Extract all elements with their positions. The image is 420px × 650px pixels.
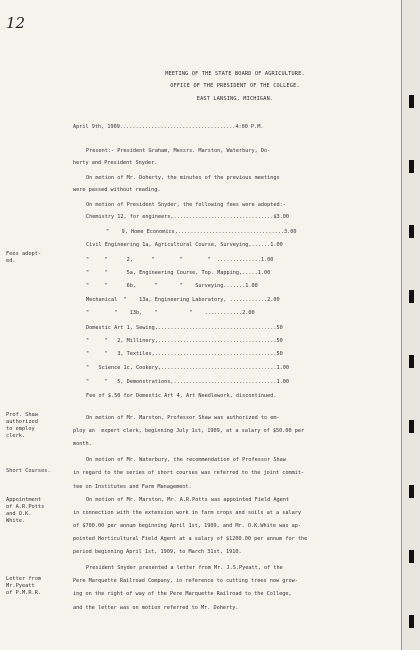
fee-line: " " 6b, " " Surveying.......1.00	[86, 283, 258, 289]
header-line-1: MEETING OF THE STATE BOARD OF AGRICULTURE.	[165, 71, 305, 77]
fee-line: " " 5, Demonstrations,.................................1.00	[86, 379, 290, 385]
fee-line: " " 5a, Engineering Course, Top. Mapping,.....1.00	[86, 270, 271, 276]
margin-note: Short Courses.	[6, 468, 51, 474]
body-line: tee on Institutes and Farm Management.	[73, 484, 192, 490]
body-line: period beginning April 1st, 1909, to March 31st, 1910.	[73, 549, 242, 555]
fee-line: " " 3, Textiles,.......................................50	[86, 351, 283, 357]
date-line: April 9th, 1909.....................................4:00 P.M.	[73, 124, 264, 130]
binder-tab	[409, 355, 414, 368]
body-line: pointed Horticultural Field Agent at a salary of $1200.00 per annum for the	[73, 536, 308, 542]
body-line: in connection with the extension work in farm crops and soils at a salary	[73, 510, 301, 516]
body-line: month.	[73, 441, 92, 447]
binder-tab	[409, 420, 414, 433]
body-line: On motion of Mr. Marston, Mr. A.R.Potts was appointed Field Agent	[86, 497, 290, 503]
margin-note: Letter from Mr.Pyeatt of P.M.R.R.	[6, 576, 42, 596]
binder-tab	[409, 550, 414, 563]
body-line: President Snyder presented a letter from Mr. J.S.Pyeatt, of the	[86, 565, 283, 571]
binder-tab	[409, 95, 414, 108]
fee-line: Mechanical " 13a, Engineering Laboratory, ............2.00	[86, 297, 280, 303]
binder-tab	[409, 485, 414, 498]
margin-note: Appointment of A.R.Potts and O.K. White.	[6, 497, 45, 524]
body-line: ploy an expert clerk, beginning July 1st, 1909, at a salary of $50.00 per	[73, 428, 305, 434]
binder-tab	[409, 160, 414, 173]
fee-line: " " 13b, " " ............2.00	[86, 310, 255, 316]
body-line: Fee of $.50 for Domestic Art 4, Art Needlework, discontinued.	[86, 393, 277, 399]
header-line-3: EAST LANSING, MICHIGAN.	[196, 96, 274, 102]
body-line: Present:- President Graham, Messrs. Marston, Waterbury, Do-	[86, 148, 271, 154]
body-line: and the letter was on motion referred to Mr. Doherty.	[73, 605, 239, 611]
body-line: On motion of Mr. Marston, Professor Shaw was authorized to em-	[86, 415, 280, 421]
fee-line: Chemistry 12, for engineers,................................$3.00	[86, 214, 290, 220]
binder-tab	[409, 290, 414, 303]
body-line: of $700.00 per annum beginning April 1st, 1909, and Mr. O.K.White was ap-	[73, 523, 301, 529]
page-number: 12	[6, 14, 26, 32]
header-line-2: OFFICE OF THE PRESIDENT OF THE COLLEGE.	[170, 83, 300, 89]
fee-line: " " 2, " " " ..............1.00	[86, 257, 274, 263]
binder-edge	[401, 0, 420, 650]
fee-line: " " 2, Millinery,......................................50	[86, 338, 283, 344]
body-line: herty and President Snyder.	[73, 160, 158, 166]
fee-line: Civil Engineering 1a, Agricultural Course, Surveying,......1.00	[86, 242, 283, 248]
binder-tab	[409, 615, 414, 628]
body-line: in regard to the series of short courses was referred to the joint commit-	[73, 470, 305, 476]
margin-note: Prof. Shaw authorized to employ clerk.	[6, 412, 38, 439]
fee-line: Domestic Art 1, Sewing,......................................50	[86, 325, 283, 331]
body-line: On motion of President Snyder, the following fees were adopted:-	[86, 202, 286, 208]
body-line: were passed without reading.	[73, 187, 161, 193]
margin-note: Fees adopt- ed.	[6, 251, 42, 264]
fee-line: " Science 1c, Cookery,.....................................1.00	[86, 365, 290, 371]
body-line: On motion of Mr. Doherty, the minutes of the previous meetings	[86, 175, 280, 181]
body-line: On motion of Mr. Waterbury, the recommendation of Professor Shaw	[86, 457, 286, 463]
fee-line: " 9, Home Economics,..................................3.00	[106, 229, 297, 235]
body-line: Pere Marquette Railroad Company, in reference to cutting trees now grow-	[73, 578, 298, 584]
binder-tab	[409, 225, 414, 238]
body-line: ing on the right of way of the Pere Marquette Railroad to the College,	[73, 591, 292, 597]
